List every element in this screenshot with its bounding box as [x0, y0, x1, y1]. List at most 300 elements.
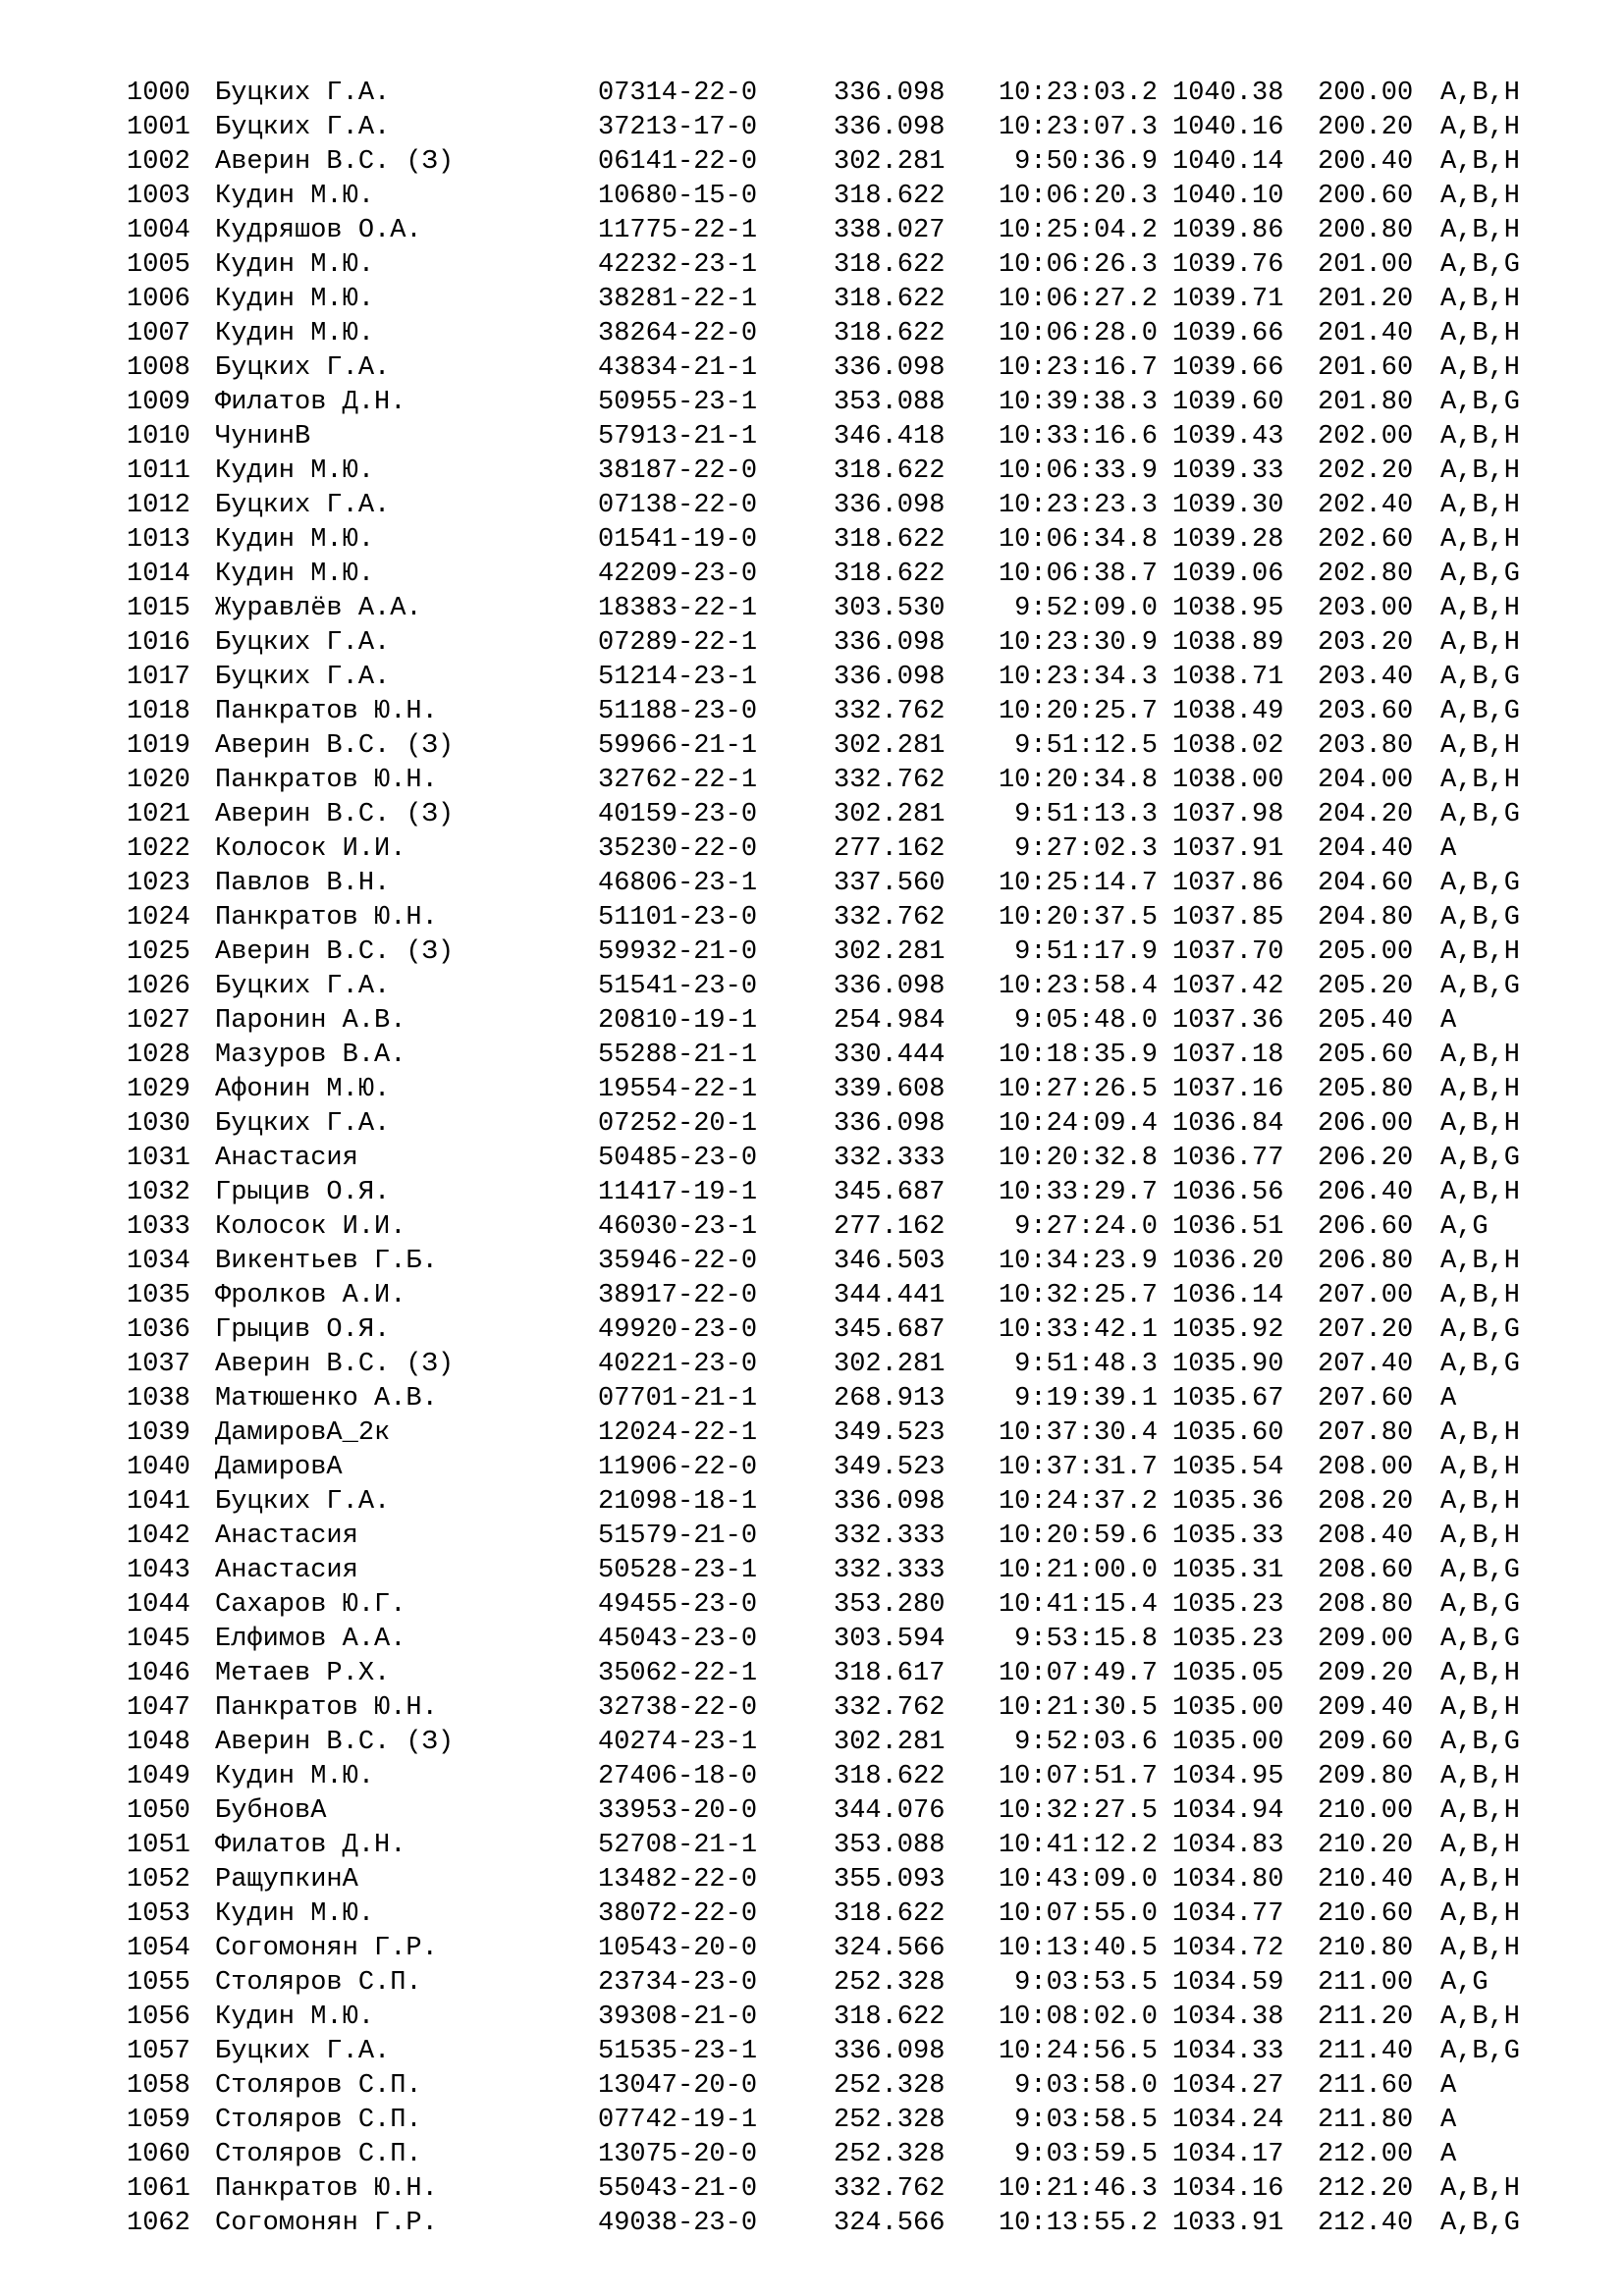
result-row [127, 523, 1580, 558]
place-number: 1039 [127, 1418, 190, 1448]
speed-value: 1034.27 [1172, 2071, 1284, 2101]
points-value: 208.40 [1318, 1522, 1414, 1551]
points-value: 211.00 [1318, 1968, 1414, 1998]
group-codes: A,G [1440, 1212, 1489, 1242]
distance-value: 332.762 [834, 766, 946, 795]
result-row [127, 970, 1580, 1004]
group-codes: A,B,G [1440, 2209, 1521, 2238]
arrival-time: 9:51:13.3 [1014, 800, 1158, 829]
speed-value: 1037.85 [1172, 903, 1284, 933]
ring-number: 50955-23-1 [598, 388, 758, 417]
result-row [127, 145, 1580, 180]
ring-number: 20810-19-1 [598, 1006, 758, 1036]
points-value: 212.00 [1318, 2140, 1414, 2169]
arrival-time: 10:41:12.2 [998, 1831, 1158, 1860]
speed-value: 1034.33 [1172, 2037, 1284, 2066]
points-value: 211.60 [1318, 2071, 1414, 2101]
result-row [127, 1932, 1580, 1966]
place-number: 1010 [127, 422, 190, 452]
arrival-time: 10:32:25.7 [998, 1281, 1158, 1310]
place-number: 1009 [127, 388, 190, 417]
points-value: 200.20 [1318, 113, 1414, 142]
group-codes: A,B,H [1440, 525, 1521, 555]
place-number: 1026 [127, 972, 190, 1001]
participant-name: Кудин М.Ю. [215, 525, 375, 555]
ring-number: 35062-22-1 [598, 1659, 758, 1688]
distance-value: 318.622 [834, 2002, 946, 2032]
speed-value: 1035.54 [1172, 1453, 1284, 1482]
arrival-time: 10:20:34.8 [998, 766, 1158, 795]
distance-value: 345.687 [834, 1178, 946, 1207]
result-row [127, 558, 1580, 592]
result-row [127, 454, 1580, 489]
speed-value: 1036.20 [1172, 1247, 1284, 1276]
group-codes: A,B,H [1440, 216, 1521, 245]
distance-value: 318.622 [834, 1762, 946, 1791]
arrival-time: 10:27:26.5 [998, 1075, 1158, 1104]
result-row [127, 1794, 1580, 1829]
result-row [127, 695, 1580, 729]
result-row [127, 248, 1580, 283]
group-codes: A,B,H [1440, 1522, 1521, 1551]
result-row [127, 661, 1580, 695]
distance-value: 336.098 [834, 113, 946, 142]
distance-value: 336.098 [834, 2037, 946, 2066]
participant-name: Столяров С.П. [215, 1968, 422, 1998]
place-number: 1036 [127, 1315, 190, 1345]
arrival-time: 10:23:30.9 [998, 628, 1158, 658]
arrival-time: 9:03:53.5 [1014, 1968, 1158, 1998]
arrival-time: 10:23:07.3 [998, 113, 1158, 142]
place-number: 1029 [127, 1075, 190, 1104]
points-value: 206.60 [1318, 1212, 1414, 1242]
result-row [127, 1279, 1580, 1313]
group-codes: A,B,G [1440, 1590, 1521, 1620]
distance-value: 332.762 [834, 1693, 946, 1723]
arrival-time: 10:06:28.0 [998, 319, 1158, 348]
speed-value: 1039.76 [1172, 250, 1284, 280]
ring-number: 35230-22-0 [598, 834, 758, 864]
ring-number: 51101-23-0 [598, 903, 758, 933]
result-row [127, 1897, 1580, 1932]
ring-number: 50528-23-1 [598, 1556, 758, 1585]
arrival-time: 9:03:58.0 [1014, 2071, 1158, 2101]
place-number: 1060 [127, 2140, 190, 2169]
ring-number: 23734-23-0 [598, 1968, 758, 1998]
ring-number: 50485-23-0 [598, 1144, 758, 1173]
result-row [127, 386, 1580, 420]
result-row [127, 1691, 1580, 1726]
distance-value: 277.162 [834, 1212, 946, 1242]
participant-name: Аверин В.С. (З) [215, 147, 455, 177]
arrival-time: 9:03:58.5 [1014, 2106, 1158, 2135]
ring-number: 06141-22-0 [598, 147, 758, 177]
place-number: 1020 [127, 766, 190, 795]
points-value: 203.20 [1318, 628, 1414, 658]
place-number: 1033 [127, 1212, 190, 1242]
participant-name: Согомонян Г.Р. [215, 2209, 438, 2238]
points-value: 211.20 [1318, 2002, 1414, 2032]
ring-number: 52708-21-1 [598, 1831, 758, 1860]
speed-value: 1037.86 [1172, 869, 1284, 898]
arrival-time: 9:51:12.5 [1014, 731, 1158, 761]
ring-number: 07252-20-1 [598, 1109, 758, 1139]
speed-value: 1034.59 [1172, 1968, 1284, 1998]
points-value: 209.40 [1318, 1693, 1414, 1723]
place-number: 1023 [127, 869, 190, 898]
distance-value: 252.328 [834, 2106, 946, 2135]
speed-value: 1036.56 [1172, 1178, 1284, 1207]
arrival-time: 9:51:17.9 [1014, 937, 1158, 967]
ring-number: 18383-22-1 [598, 594, 758, 623]
place-number: 1051 [127, 1831, 190, 1860]
place-number: 1032 [127, 1178, 190, 1207]
speed-value: 1035.36 [1172, 1487, 1284, 1517]
ring-number: 51535-23-1 [598, 2037, 758, 2066]
arrival-time: 10:20:37.5 [998, 903, 1158, 933]
speed-value: 1039.33 [1172, 456, 1284, 486]
ring-number: 07314-22-0 [598, 79, 758, 108]
participant-name: Афонин М.Ю. [215, 1075, 391, 1104]
participant-name: Аверин В.С. (З) [215, 1350, 455, 1379]
speed-value: 1034.83 [1172, 1831, 1284, 1860]
participant-name: Согомонян Г.Р. [215, 1934, 438, 1963]
group-codes: A,B,H [1440, 353, 1521, 383]
result-row [127, 2172, 1580, 2207]
group-codes: A,B,H [1440, 1796, 1521, 1826]
ring-number: 40221-23-0 [598, 1350, 758, 1379]
points-value: 200.40 [1318, 147, 1414, 177]
ring-number: 45043-23-0 [598, 1625, 758, 1654]
place-number: 1030 [127, 1109, 190, 1139]
participant-name: Викентьев Г.Б. [215, 1247, 438, 1276]
ring-number: 51541-23-0 [598, 972, 758, 1001]
distance-value: 353.280 [834, 1590, 946, 1620]
place-number: 1045 [127, 1625, 190, 1654]
speed-value: 1034.72 [1172, 1934, 1284, 1963]
group-codes: A,B,H [1440, 456, 1521, 486]
participant-name: Мазуров В.А. [215, 1041, 406, 1070]
points-value: 202.00 [1318, 422, 1414, 452]
distance-value: 277.162 [834, 834, 946, 864]
speed-value: 1035.00 [1172, 1693, 1284, 1723]
ring-number: 49038-23-0 [598, 2209, 758, 2238]
ring-number: 19554-22-1 [598, 1075, 758, 1104]
place-number: 1019 [127, 731, 190, 761]
group-codes: A,B,H [1440, 1247, 1521, 1276]
speed-value: 1035.33 [1172, 1522, 1284, 1551]
ring-number: 37213-17-0 [598, 113, 758, 142]
points-value: 209.00 [1318, 1625, 1414, 1654]
speed-value: 1035.00 [1172, 1728, 1284, 1757]
group-codes: A,B,G [1440, 388, 1521, 417]
arrival-time: 10:21:00.0 [998, 1556, 1158, 1585]
result-row [127, 1210, 1580, 1245]
distance-value: 254.984 [834, 1006, 946, 1036]
result-row [127, 832, 1580, 867]
result-row [127, 1726, 1580, 1760]
points-value: 210.00 [1318, 1796, 1414, 1826]
arrival-time: 10:07:49.7 [998, 1659, 1158, 1688]
speed-value: 1040.14 [1172, 147, 1284, 177]
ring-number: 21098-18-1 [598, 1487, 758, 1517]
arrival-time: 10:23:34.3 [998, 663, 1158, 692]
distance-value: 353.088 [834, 388, 946, 417]
ring-number: 57913-21-1 [598, 422, 758, 452]
speed-value: 1037.18 [1172, 1041, 1284, 1070]
participant-name: Буцких Г.А. [215, 1109, 391, 1139]
result-row [127, 1382, 1580, 1416]
distance-value: 302.281 [834, 937, 946, 967]
speed-value: 1036.14 [1172, 1281, 1284, 1310]
speed-value: 1039.86 [1172, 216, 1284, 245]
participant-name: Столяров С.П. [215, 2106, 422, 2135]
speed-value: 1035.05 [1172, 1659, 1284, 1688]
points-value: 205.60 [1318, 1041, 1414, 1070]
group-codes: A,B,G [1440, 800, 1521, 829]
participant-name: Панкратов Ю.Н. [215, 903, 438, 933]
distance-value: 349.523 [834, 1418, 946, 1448]
arrival-time: 10:13:40.5 [998, 1934, 1158, 1963]
result-row [127, 2207, 1580, 2241]
points-value: 200.00 [1318, 79, 1414, 108]
speed-value: 1038.95 [1172, 594, 1284, 623]
place-number: 1059 [127, 2106, 190, 2135]
distance-value: 339.608 [834, 1075, 946, 1104]
arrival-time: 10:20:25.7 [998, 697, 1158, 726]
participant-name: Буцких Г.А. [215, 491, 391, 520]
participant-name: ДамировА [215, 1453, 343, 1482]
result-row [127, 214, 1580, 248]
arrival-time: 10:23:16.7 [998, 353, 1158, 383]
ring-number: 10680-15-0 [598, 182, 758, 211]
ring-number: 13047-20-0 [598, 2071, 758, 2101]
place-number: 1046 [127, 1659, 190, 1688]
distance-value: 332.333 [834, 1144, 946, 1173]
result-row [127, 764, 1580, 798]
participant-name: Буцких Г.А. [215, 113, 391, 142]
speed-value: 1038.89 [1172, 628, 1284, 658]
speed-value: 1035.92 [1172, 1315, 1284, 1345]
result-row [127, 867, 1580, 901]
speed-value: 1034.16 [1172, 2174, 1284, 2204]
group-codes: A,B,H [1440, 2174, 1521, 2204]
group-codes: A,B,H [1440, 1693, 1521, 1723]
participant-name: Кудин М.Ю. [215, 250, 375, 280]
speed-value: 1037.42 [1172, 972, 1284, 1001]
place-number: 1000 [127, 79, 190, 108]
place-number: 1025 [127, 937, 190, 967]
ring-number: 38264-22-0 [598, 319, 758, 348]
points-value: 202.60 [1318, 525, 1414, 555]
speed-value: 1035.90 [1172, 1350, 1284, 1379]
distance-value: 252.328 [834, 1968, 946, 1998]
group-codes: A,B,H [1440, 1865, 1521, 1895]
speed-value: 1038.71 [1172, 663, 1284, 692]
arrival-time: 10:06:38.7 [998, 560, 1158, 589]
distance-value: 318.622 [834, 560, 946, 589]
group-codes: A,B,H [1440, 2002, 1521, 2032]
distance-value: 302.281 [834, 147, 946, 177]
arrival-time: 9:50:36.9 [1014, 147, 1158, 177]
result-row [127, 283, 1580, 317]
distance-value: 345.687 [834, 1315, 946, 1345]
speed-value: 1037.36 [1172, 1006, 1284, 1036]
group-codes: A,B,G [1440, 663, 1521, 692]
group-codes: A,B,G [1440, 1144, 1521, 1173]
result-row [127, 489, 1580, 523]
place-number: 1043 [127, 1556, 190, 1585]
points-value: 207.20 [1318, 1315, 1414, 1345]
place-number: 1047 [127, 1693, 190, 1723]
ring-number: 39308-21-0 [598, 2002, 758, 2032]
arrival-time: 10:24:09.4 [998, 1109, 1158, 1139]
speed-value: 1035.31 [1172, 1556, 1284, 1585]
speed-value: 1037.70 [1172, 937, 1284, 967]
group-codes: A,B,H [1440, 1453, 1521, 1482]
speed-value: 1039.66 [1172, 319, 1284, 348]
result-row [127, 1073, 1580, 1107]
points-value: 208.20 [1318, 1487, 1414, 1517]
points-value: 201.40 [1318, 319, 1414, 348]
participant-name: Кудин М.Ю. [215, 182, 375, 211]
speed-value: 1035.23 [1172, 1590, 1284, 1620]
points-value: 206.00 [1318, 1109, 1414, 1139]
speed-value: 1034.77 [1172, 1899, 1284, 1929]
arrival-time: 10:24:37.2 [998, 1487, 1158, 1517]
place-number: 1024 [127, 903, 190, 933]
participant-name: Кудин М.Ю. [215, 285, 375, 314]
arrival-time: 10:07:55.0 [998, 1899, 1158, 1929]
arrival-time: 9:27:02.3 [1014, 834, 1158, 864]
participant-name: Панкратов Ю.Н. [215, 2174, 438, 2204]
group-codes: A,B,H [1440, 1075, 1521, 1104]
participant-name: Грыцив О.Я. [215, 1178, 391, 1207]
points-value: 210.20 [1318, 1831, 1414, 1860]
arrival-time: 10:25:14.7 [998, 869, 1158, 898]
points-value: 209.80 [1318, 1762, 1414, 1791]
distance-value: 332.762 [834, 903, 946, 933]
arrival-time: 10:37:31.7 [998, 1453, 1158, 1482]
ring-number: 55043-21-0 [598, 2174, 758, 2204]
distance-value: 302.281 [834, 1728, 946, 1757]
result-row [127, 1863, 1580, 1897]
place-number: 1022 [127, 834, 190, 864]
result-row [127, 626, 1580, 661]
participant-name: Анастасия [215, 1144, 358, 1173]
ring-number: 38072-22-0 [598, 1899, 758, 1929]
distance-value: 302.281 [834, 800, 946, 829]
place-number: 1018 [127, 697, 190, 726]
ring-number: 38187-22-0 [598, 456, 758, 486]
distance-value: 344.441 [834, 1281, 946, 1310]
points-value: 201.00 [1318, 250, 1414, 280]
participant-name: РащупкинА [215, 1865, 358, 1895]
ring-number: 49455-23-0 [598, 1590, 758, 1620]
group-codes: A,B,G [1440, 1315, 1521, 1345]
participant-name: Аверин В.С. (З) [215, 731, 455, 761]
ring-number: 51579-21-0 [598, 1522, 758, 1551]
ring-number: 32738-22-0 [598, 1693, 758, 1723]
distance-value: 302.281 [834, 731, 946, 761]
participant-name: Анастасия [215, 1522, 358, 1551]
place-number: 1011 [127, 456, 190, 486]
distance-value: 346.503 [834, 1247, 946, 1276]
place-number: 1006 [127, 285, 190, 314]
participant-name: Филатов Д.Н. [215, 388, 406, 417]
arrival-time: 10:21:30.5 [998, 1693, 1158, 1723]
distance-value: 332.762 [834, 2174, 946, 2204]
place-number: 1013 [127, 525, 190, 555]
result-row [127, 935, 1580, 970]
place-number: 1008 [127, 353, 190, 383]
points-value: 207.40 [1318, 1350, 1414, 1379]
ring-number: 12024-22-1 [598, 1418, 758, 1448]
result-row [127, 77, 1580, 111]
distance-value: 318.622 [834, 456, 946, 486]
group-codes: A,B,H [1440, 1762, 1521, 1791]
ring-number: 42209-23-0 [598, 560, 758, 589]
result-row [127, 901, 1580, 935]
ring-number: 49920-23-0 [598, 1315, 758, 1345]
points-value: 205.40 [1318, 1006, 1414, 1036]
points-value: 202.80 [1318, 560, 1414, 589]
participant-name: Кудин М.Ю. [215, 319, 375, 348]
points-value: 203.00 [1318, 594, 1414, 623]
speed-value: 1040.38 [1172, 79, 1284, 108]
points-value: 204.60 [1318, 869, 1414, 898]
group-codes: A [1440, 1384, 1457, 1414]
arrival-time: 10:32:27.5 [998, 1796, 1158, 1826]
ring-number: 46030-23-1 [598, 1212, 758, 1242]
distance-value: 346.418 [834, 422, 946, 452]
arrival-time: 10:18:35.9 [998, 1041, 1158, 1070]
place-number: 1007 [127, 319, 190, 348]
group-codes: A,B,G [1440, 1728, 1521, 1757]
participant-name: Аверин В.С. (З) [215, 937, 455, 967]
participant-name: Кудин М.Ю. [215, 1899, 375, 1929]
arrival-time: 10:43:09.0 [998, 1865, 1158, 1895]
points-value: 202.20 [1318, 456, 1414, 486]
distance-value: 330.444 [834, 1041, 946, 1070]
distance-value: 324.566 [834, 1934, 946, 1963]
group-codes: A,B,H [1440, 1934, 1521, 1963]
distance-value: 336.098 [834, 353, 946, 383]
arrival-time: 10:24:56.5 [998, 2037, 1158, 2066]
place-number: 1050 [127, 1796, 190, 1826]
distance-value: 353.088 [834, 1831, 946, 1860]
points-value: 208.00 [1318, 1453, 1414, 1482]
arrival-time: 10:07:51.7 [998, 1762, 1158, 1791]
points-value: 211.80 [1318, 2106, 1414, 2135]
ring-number: 35946-22-0 [598, 1247, 758, 1276]
group-codes: A,B,H [1440, 319, 1521, 348]
participant-name: Буцких Г.А. [215, 79, 391, 108]
group-codes: A [1440, 834, 1457, 864]
distance-value: 318.622 [834, 250, 946, 280]
speed-value: 1034.95 [1172, 1762, 1284, 1791]
arrival-time: 10:06:33.9 [998, 456, 1158, 486]
result-row [127, 420, 1580, 454]
ring-number: 51214-23-1 [598, 663, 758, 692]
result-row [127, 317, 1580, 351]
speed-value: 1036.51 [1172, 1212, 1284, 1242]
arrival-time: 10:13:55.2 [998, 2209, 1158, 2238]
points-value: 210.60 [1318, 1899, 1414, 1929]
place-number: 1014 [127, 560, 190, 589]
distance-value: 336.098 [834, 1109, 946, 1139]
place-number: 1062 [127, 2209, 190, 2238]
